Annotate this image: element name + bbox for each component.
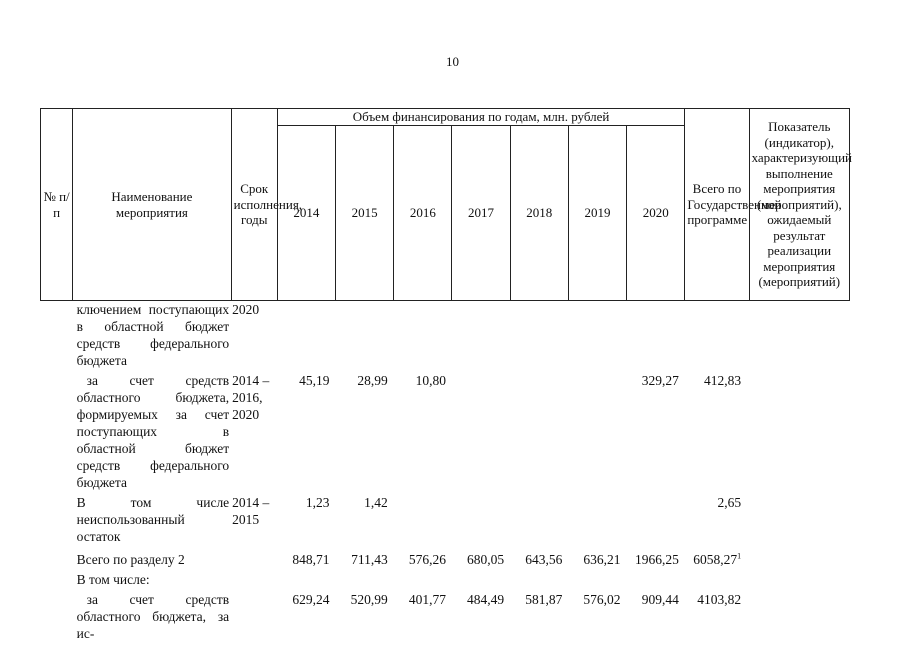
row-value: 1966,25 [627, 551, 685, 571]
row-indicator [749, 301, 849, 373]
header-year: 2014 [277, 126, 335, 301]
row-name: за счет средств областного бюджета, формируемых за счет поступающих в областной бюджет средств федерального бюджета [73, 372, 232, 494]
table-row [41, 551, 850, 571]
row-num-cell [41, 372, 73, 494]
row-total-value: 6058,27 [693, 552, 737, 567]
row-value: 1,23 [277, 494, 335, 551]
row-total-value: 2,65 [717, 495, 741, 510]
row-value: 484,49 [452, 591, 510, 647]
row-value [394, 301, 452, 373]
header-funding-title: Объем финансирования по годам, млн. рублей [277, 109, 685, 126]
row-value: 28,99 [336, 372, 394, 494]
row-value [452, 494, 510, 551]
footnote-mark: 1 [737, 552, 741, 561]
row-value: 45,19 [277, 372, 335, 494]
row-total [685, 301, 749, 373]
header-year: 2018 [510, 126, 568, 301]
row-value [627, 301, 685, 373]
row-total [685, 591, 749, 647]
row-value [336, 301, 394, 373]
row-value: 1,42 [336, 494, 394, 551]
row-value: 711,43 [336, 551, 394, 571]
row-value [627, 494, 685, 551]
row-value [277, 301, 335, 373]
row-value [452, 301, 510, 373]
row-total [685, 494, 749, 551]
row-value: 680,05 [452, 551, 510, 571]
row-value [394, 571, 452, 591]
row-num-cell [41, 591, 73, 647]
row-value [452, 571, 510, 591]
row-value [510, 372, 568, 494]
header-num: № п/п [41, 109, 73, 301]
row-value: 581,87 [510, 591, 568, 647]
row-value: 629,24 [277, 591, 335, 647]
header-year: 2019 [568, 126, 626, 301]
page-number: 10 [0, 54, 905, 70]
table-header [41, 109, 850, 301]
row-value [452, 372, 510, 494]
row-total-value: 412,83 [704, 373, 741, 388]
row-indicator [749, 591, 849, 647]
row-term [231, 571, 277, 591]
row-value: 10,80 [394, 372, 452, 494]
row-term: 2014 – 2015 [231, 494, 277, 551]
row-total [685, 571, 749, 591]
table-row [41, 301, 850, 373]
row-name: Всего по разделу 2 [73, 551, 232, 571]
row-total [685, 551, 749, 571]
row-indicator [749, 571, 849, 591]
row-name: В том числе: [73, 571, 232, 591]
header-total: Всего по Государственной программе [685, 109, 749, 301]
row-value: 909,44 [627, 591, 685, 647]
row-value: 401,77 [394, 591, 452, 647]
table-row [41, 571, 850, 591]
row-term: 2020 [231, 301, 277, 373]
header-term: Срок исполнения, годы [231, 109, 277, 301]
table-row [41, 591, 850, 647]
table-row [41, 372, 850, 494]
table-body [41, 301, 850, 647]
row-value [394, 494, 452, 551]
row-value [510, 494, 568, 551]
row-total [685, 372, 749, 494]
row-term: 2014 – 2016, 2020 [231, 372, 277, 494]
row-value [627, 571, 685, 591]
row-value: 329,27 [627, 372, 685, 494]
row-name: ключением поступающих в областной бюджет средств федерального бюджета [73, 301, 232, 373]
row-value [568, 494, 626, 551]
row-num-cell [41, 494, 73, 551]
row-value [510, 301, 568, 373]
row-name: В том числе неиспользованный остаток [73, 494, 232, 551]
header-year: 2015 [336, 126, 394, 301]
row-term [231, 591, 277, 647]
row-value: 520,99 [336, 591, 394, 647]
header-year: 2020 [627, 126, 685, 301]
row-value [568, 301, 626, 373]
row-num-cell [41, 551, 73, 571]
row-indicator [749, 372, 849, 494]
row-indicator [749, 551, 849, 571]
row-num-cell [41, 571, 73, 591]
row-value: 643,56 [510, 551, 568, 571]
row-value [568, 571, 626, 591]
row-term [231, 551, 277, 571]
table-row [41, 494, 850, 551]
row-value [277, 571, 335, 591]
row-value: 576,02 [568, 591, 626, 647]
row-total-value: 4103,82 [697, 592, 741, 607]
row-value [568, 372, 626, 494]
row-value: 848,71 [277, 551, 335, 571]
row-num-cell [41, 301, 73, 373]
row-value [510, 571, 568, 591]
row-value: 636,21 [568, 551, 626, 571]
funding-table [40, 108, 850, 647]
row-value: 576,26 [394, 551, 452, 571]
header-name: Наименование мероприятия [73, 109, 232, 301]
row-value [336, 571, 394, 591]
row-name: за счет средств областного бюджета, за ис- [73, 591, 232, 647]
header-year: 2017 [452, 126, 510, 301]
header-indicator: Показатель (индикатор), характеризующий выполнение мероприятия (мероприятий), ожидаемый результат реализации мероприятия (мероприятий) [749, 109, 849, 301]
row-indicator [749, 494, 849, 551]
header-year: 2016 [394, 126, 452, 301]
